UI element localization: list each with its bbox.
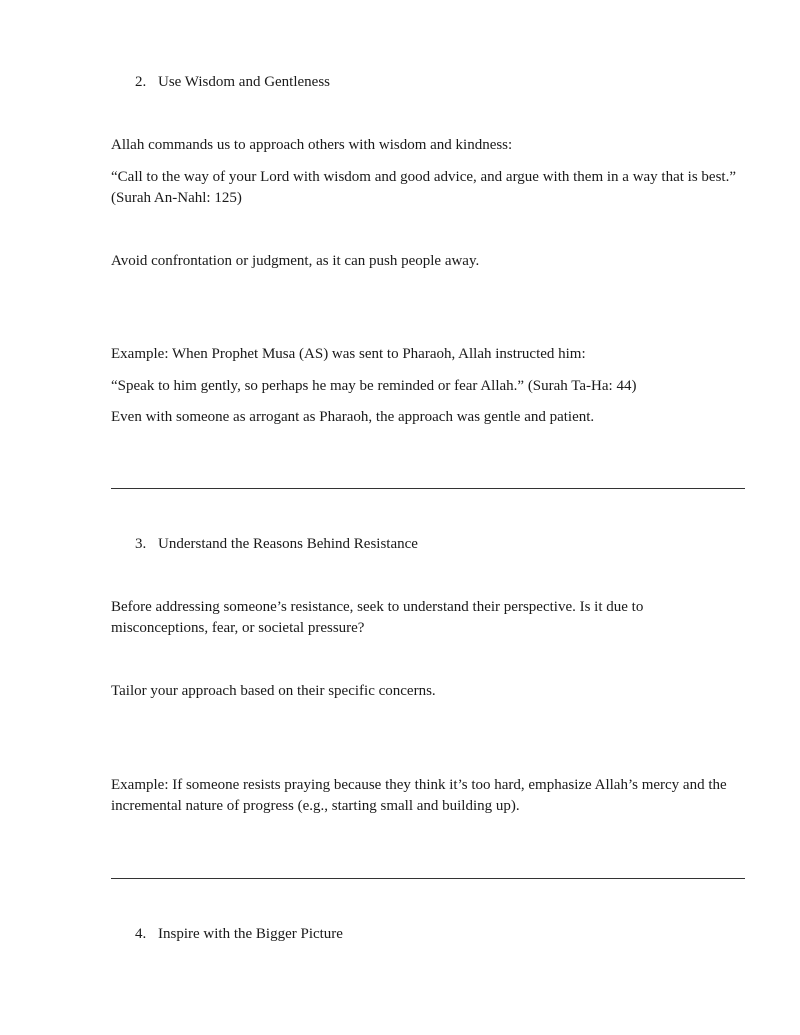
section-title: Inspire with the Bigger Picture <box>158 926 343 942</box>
paragraph: Before addressing someone’s resistance, seek to understand their perspective. Is it due to misconceptions, fear, or societal pressure? <box>111 599 644 636</box>
paragraph: Even with someone as arrogant as Pharaoh, the approach was gentle and patient. <box>111 409 595 425</box>
example-paragraph: Example: If someone resists praying because they think it’s too hard, emphasize Allah’s mercy and the incremental nature of progress (e.g., starting small and building up). <box>111 777 727 814</box>
horizontal-divider <box>111 488 745 489</box>
section-title: Use Wisdom and Gentleness <box>158 74 331 90</box>
section-number: 3. <box>135 536 147 552</box>
section-heading <box>135 534 765 555</box>
section-heading <box>135 924 765 945</box>
section-number: 2. <box>135 74 147 90</box>
section-title: Understand the Reasons Behind Resistance <box>158 536 418 552</box>
paragraph: Allah commands us to approach others with wisdom and kindness: <box>111 137 513 153</box>
section-heading <box>135 72 765 93</box>
quote-paragraph: “Call to the way of your Lord with wisdom and good advice, and argue with them in a way that is best.” (Surah An-Nahl: 125) <box>111 169 736 206</box>
quote-paragraph: “Speak to him gently, so perhaps he may be reminded or fear Allah.” (Surah Ta-Ha: 44) <box>111 378 637 394</box>
example-paragraph: Example: When Prophet Musa (AS) was sent to Pharaoh, Allah instructed him: <box>111 346 586 362</box>
section-number: 4. <box>135 926 147 942</box>
paragraph: Avoid confrontation or judgment, as it can push people away. <box>111 253 480 269</box>
paragraph: Tailor your approach based on their specific concerns. <box>111 683 436 699</box>
horizontal-divider <box>111 878 745 879</box>
